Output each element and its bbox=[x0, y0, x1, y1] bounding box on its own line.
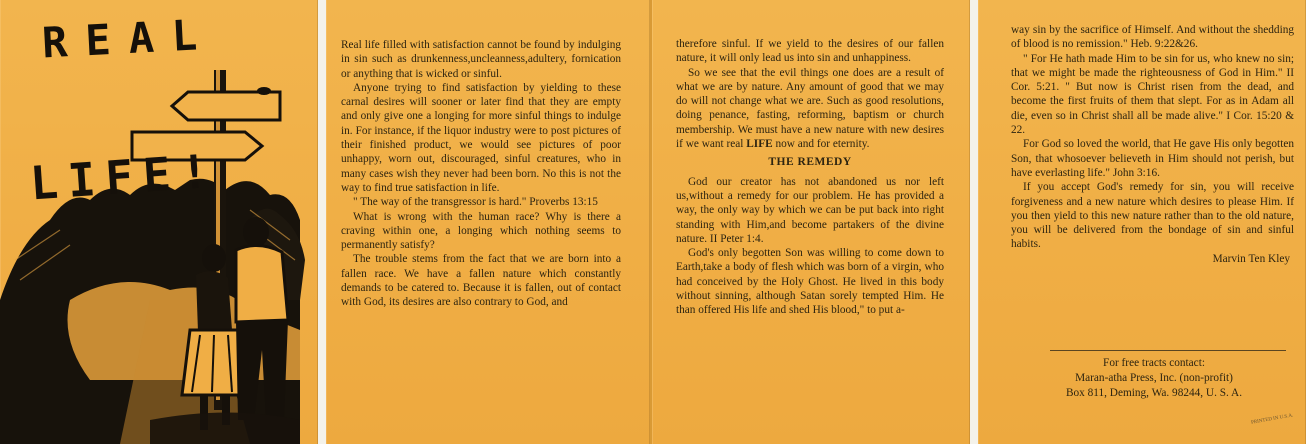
paragraph: God our creator has not abandoned us nor left us,without a remedy for our problem. He has provided a way, the only way by which we can be put back into right standing with Him,and become partakers of the divine nature. II Peter 1:4. bbox=[676, 175, 944, 245]
cover-panel bbox=[0, 0, 318, 444]
contact-line: Box 811, Deming, Wa. 98244, U. S. A. bbox=[1065, 387, 1243, 399]
paragraph: " The way of the transgressor is hard." Proverbs 13:15 bbox=[353, 196, 598, 209]
paragraph: The trouble stems from the fact that we are born into a fallen race. We have a fallen nature which constantly demands to be catered to. Because it is fallen, out of contact with God, its desires are also contrary to God, and bbox=[341, 253, 621, 309]
paragraph: Anyone trying to find satisfaction by yielding to these carnal desires will sooner or later find that they are empty and only give one a longing for more sinful things to indulge in. For instance, if the liquor industry were to post pictures of their finished product, we would see pictures of poor unhappy, worn out, discouraged, sinful creatures, who in many cases wish they never had been born. No this is not the way to find true satisfaction in life. bbox=[341, 81, 621, 194]
panel-3-text bbox=[676, 37, 944, 318]
contact-line: Maran-atha Press, Inc. (non-profit) bbox=[1075, 372, 1233, 384]
paragraph: God's only begotten Son was willing to come down to Earth,take a body of flesh which was born of a virgin, who had conceived by the Holy Ghost. He lived in this body without sinning, although Satan sorely tempted Him. He than offered His life and shed His blood," to put a- bbox=[676, 247, 944, 317]
text-run: now and for eternity. bbox=[772, 138, 870, 151]
divider bbox=[1050, 350, 1286, 351]
paragraph: For God so loved the world, that He gave His only begotten Son, that whosoever believeth in Him should not perish, but have everlasting life." John 3:16. bbox=[1011, 138, 1294, 179]
fold-gap bbox=[970, 0, 978, 444]
paragraph: way sin by the sacrifice of Himself. And without the shedding of blood is no remission." Heb. 9:22&26. bbox=[1011, 24, 1294, 51]
signature: Marvin Ten Kley bbox=[1212, 252, 1290, 265]
paragraph: " For He hath made Him to be sin for us, who knew no sin; that we might be made the righteousness of God in Him." II Cor. 5:21. " But now is Christ risen from the dead, and become the first fruits of them that slept. For as in Adam all die, even so in Christ shall all be made alive." I Cor. 15:20 & 22. bbox=[1011, 52, 1294, 137]
paragraph: If you accept God's remedy for sin, you will receive forgiveness and a new nature which desires to please Him. If you then yield to this new nature rather than to the old nature, you will be delivered from the bondage of sin and sinful habits. bbox=[1011, 181, 1294, 251]
section-heading: THE REMEDY bbox=[768, 156, 852, 169]
paragraph: What is wrong with the human race? Why is there a craving within one, a longing which nothing seems to permanently satisfy? bbox=[341, 210, 621, 252]
contact-line: For free tracts contact: bbox=[1103, 357, 1205, 369]
bold-word: LIFE bbox=[746, 138, 773, 151]
printed-stamp: PRINTED IN U.S.A. bbox=[1250, 413, 1294, 426]
fold-gap bbox=[318, 0, 326, 444]
paragraph bbox=[676, 66, 944, 152]
contact-block bbox=[1034, 356, 1274, 401]
cover-title-life: LIFE! bbox=[28, 143, 221, 211]
panel-2-text bbox=[341, 38, 621, 310]
panel-4-text bbox=[1011, 23, 1294, 266]
paragraph: therefore sinful. If we yield to the desires of our fallen nature, it will only lead us into sin and unhappiness. bbox=[676, 38, 944, 65]
cover-title-real: REAL bbox=[40, 9, 217, 68]
text-run: So we see that the evil things one does are a result of what we are by nature. Any amount of good that we may do will not change what we are. Such as good resolutions, doing penance, fasting, reforming, baptism or church membership. We must have a new nature with new desires if we want real bbox=[676, 66, 944, 151]
paragraph: Real life filled with satisfaction cannot be found by indulging in sin such as drunkenness,uncleanness,adultery, fornication or anything that is wicked or sinful. bbox=[341, 39, 621, 80]
